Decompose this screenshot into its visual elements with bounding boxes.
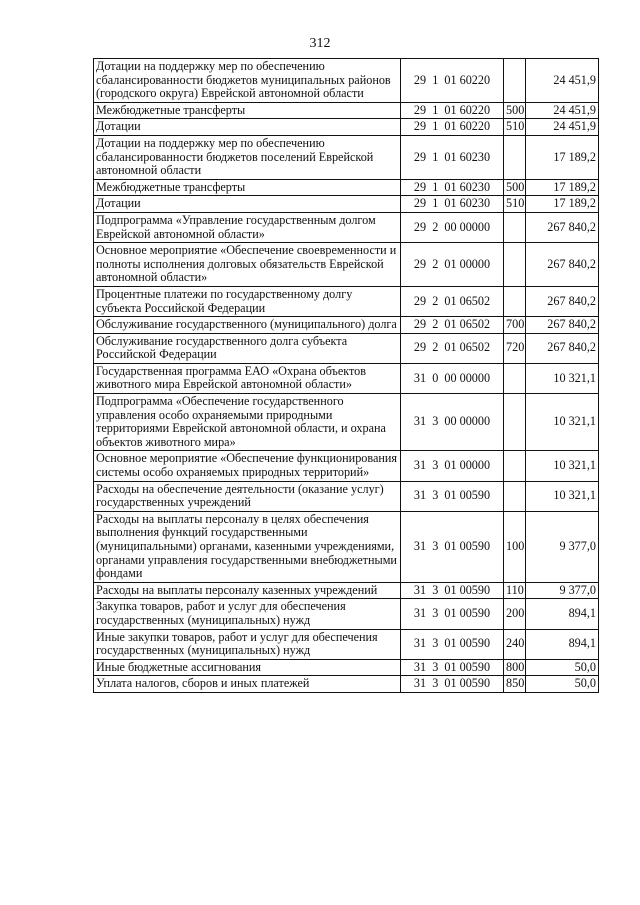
row-expense-type [504, 394, 526, 451]
row-amount: 17 189,2 [526, 179, 599, 196]
row-expense-type [504, 243, 526, 287]
table-row [94, 317, 599, 334]
table-row [94, 59, 599, 103]
row-expense-type [504, 451, 526, 481]
row-expense-type: 700 [504, 317, 526, 334]
row-amount: 24 451,9 [526, 102, 599, 119]
row-expense-type: 110 [504, 582, 526, 599]
row-code: 29 1 01 60220 [401, 59, 504, 103]
row-code: 29 1 01 60220 [401, 119, 504, 136]
row-code: 29 2 00 00000 [401, 212, 504, 242]
table-row [94, 599, 599, 629]
table-row [94, 135, 599, 179]
row-amount: 10 321,1 [526, 481, 599, 511]
row-name: Дотации на поддержку мер по обеспечению сбалансированности бюджетов поселений Еврейской автономной области [94, 135, 401, 179]
table-row [94, 102, 599, 119]
row-code: 29 1 01 60230 [401, 179, 504, 196]
row-code: 31 3 01 00590 [401, 629, 504, 659]
table-row [94, 481, 599, 511]
row-expense-type [504, 212, 526, 242]
row-name: Иные закупки товаров, работ и услуг для обеспечения государственных (муниципальных) нужд [94, 629, 401, 659]
row-amount: 10 321,1 [526, 363, 599, 393]
row-name: Уплата налогов, сборов и иных платежей [94, 676, 401, 693]
row-name: Иные бюджетные ассигнования [94, 659, 401, 676]
table-row [94, 659, 599, 676]
budget-table-body [94, 59, 599, 693]
row-code: 29 2 01 06502 [401, 317, 504, 334]
row-expense-type: 800 [504, 659, 526, 676]
row-amount: 267 840,2 [526, 286, 599, 316]
row-amount: 50,0 [526, 659, 599, 676]
row-amount: 9 377,0 [526, 511, 599, 582]
row-amount: 267 840,2 [526, 243, 599, 287]
row-code: 31 3 01 00000 [401, 451, 504, 481]
row-expense-type: 510 [504, 196, 526, 213]
row-amount: 17 189,2 [526, 196, 599, 213]
row-name: Процентные платежи по государственному долгу субъекта Российской Федерации [94, 286, 401, 316]
table-row [94, 119, 599, 136]
table-row [94, 212, 599, 242]
table-row [94, 333, 599, 363]
row-name: Дотации [94, 196, 401, 213]
row-amount: 267 840,2 [526, 317, 599, 334]
row-code: 31 3 01 00590 [401, 659, 504, 676]
row-code: 29 1 01 60230 [401, 135, 504, 179]
row-code: 31 0 00 00000 [401, 363, 504, 393]
row-amount: 10 321,1 [526, 451, 599, 481]
table-row [94, 286, 599, 316]
row-expense-type: 240 [504, 629, 526, 659]
row-name: Межбюджетные трансферты [94, 179, 401, 196]
row-code: 29 2 01 06502 [401, 286, 504, 316]
row-name: Основное мероприятие «Обеспечение функционирования системы особо охраняемых природных территорий» [94, 451, 401, 481]
table-row [94, 582, 599, 599]
row-expense-type: 500 [504, 179, 526, 196]
row-amount: 17 189,2 [526, 135, 599, 179]
row-name: Закупка товаров, работ и услуг для обеспечения государственных (муниципальных) нужд [94, 599, 401, 629]
row-name: Дотации на поддержку мер по обеспечению сбалансированности бюджетов муниципальных районов (городского округа) Еврейской автономной области [94, 59, 401, 103]
row-amount: 9 377,0 [526, 582, 599, 599]
row-name: Обслуживание государственного долга субъекта Российской Федерации [94, 333, 401, 363]
table-row [94, 196, 599, 213]
budget-table [93, 58, 599, 693]
row-amount: 24 451,9 [526, 119, 599, 136]
row-name: Дотации [94, 119, 401, 136]
row-expense-type [504, 135, 526, 179]
table-row [94, 676, 599, 693]
row-name: Межбюджетные трансферты [94, 102, 401, 119]
row-expense-type [504, 286, 526, 316]
row-expense-type [504, 363, 526, 393]
row-code: 31 3 01 00590 [401, 599, 504, 629]
row-code: 31 3 01 00590 [401, 481, 504, 511]
row-amount: 50,0 [526, 676, 599, 693]
row-name: Подпрограмма «Обеспечение государственного управления особо охраняемыми природными территориями Еврейской автономной области, и охрана объектов животного мира» [94, 394, 401, 451]
row-amount: 10 321,1 [526, 394, 599, 451]
row-expense-type: 200 [504, 599, 526, 629]
row-code: 31 3 01 00590 [401, 582, 504, 599]
row-amount: 267 840,2 [526, 333, 599, 363]
table-row [94, 629, 599, 659]
row-amount: 267 840,2 [526, 212, 599, 242]
row-code: 31 3 01 00590 [401, 676, 504, 693]
row-expense-type: 850 [504, 676, 526, 693]
row-expense-type: 510 [504, 119, 526, 136]
row-name: Обслуживание государственного (муниципального) долга [94, 317, 401, 334]
row-amount: 24 451,9 [526, 59, 599, 103]
row-expense-type [504, 481, 526, 511]
table-row [94, 394, 599, 451]
table-row [94, 363, 599, 393]
row-expense-type: 100 [504, 511, 526, 582]
row-code: 31 3 00 00000 [401, 394, 504, 451]
row-code: 29 2 01 06502 [401, 333, 504, 363]
row-code: 29 2 01 00000 [401, 243, 504, 287]
table-row [94, 451, 599, 481]
row-amount: 894,1 [526, 629, 599, 659]
row-name: Государственная программа ЕАО «Охрана объектов животного мира Еврейской автономной области» [94, 363, 401, 393]
table-row [94, 511, 599, 582]
row-expense-type: 500 [504, 102, 526, 119]
table-row [94, 179, 599, 196]
row-expense-type [504, 59, 526, 103]
row-code: 29 1 01 60220 [401, 102, 504, 119]
page-number: 312 [309, 36, 331, 51]
row-amount: 894,1 [526, 599, 599, 629]
row-name: Расходы на обеспечение деятельности (оказание услуг) государственных учреждений [94, 481, 401, 511]
row-name: Подпрограмма «Управление государственным долгом Еврейской автономной области» [94, 212, 401, 242]
row-name: Расходы на выплаты персоналу в целях обеспечения выполнения функций государственными (муниципальными) органами, казенными учреждениями, органами управления государственными внебюджетными фондами [94, 511, 401, 582]
row-name: Основное мероприятие «Обеспечение своевременности и полноты исполнения долговых обязательств Еврейской автономной области» [94, 243, 401, 287]
row-code: 29 1 01 60230 [401, 196, 504, 213]
row-name: Расходы на выплаты персоналу казенных учреждений [94, 582, 401, 599]
row-code: 31 3 01 00590 [401, 511, 504, 582]
table-row [94, 243, 599, 287]
row-expense-type: 720 [504, 333, 526, 363]
